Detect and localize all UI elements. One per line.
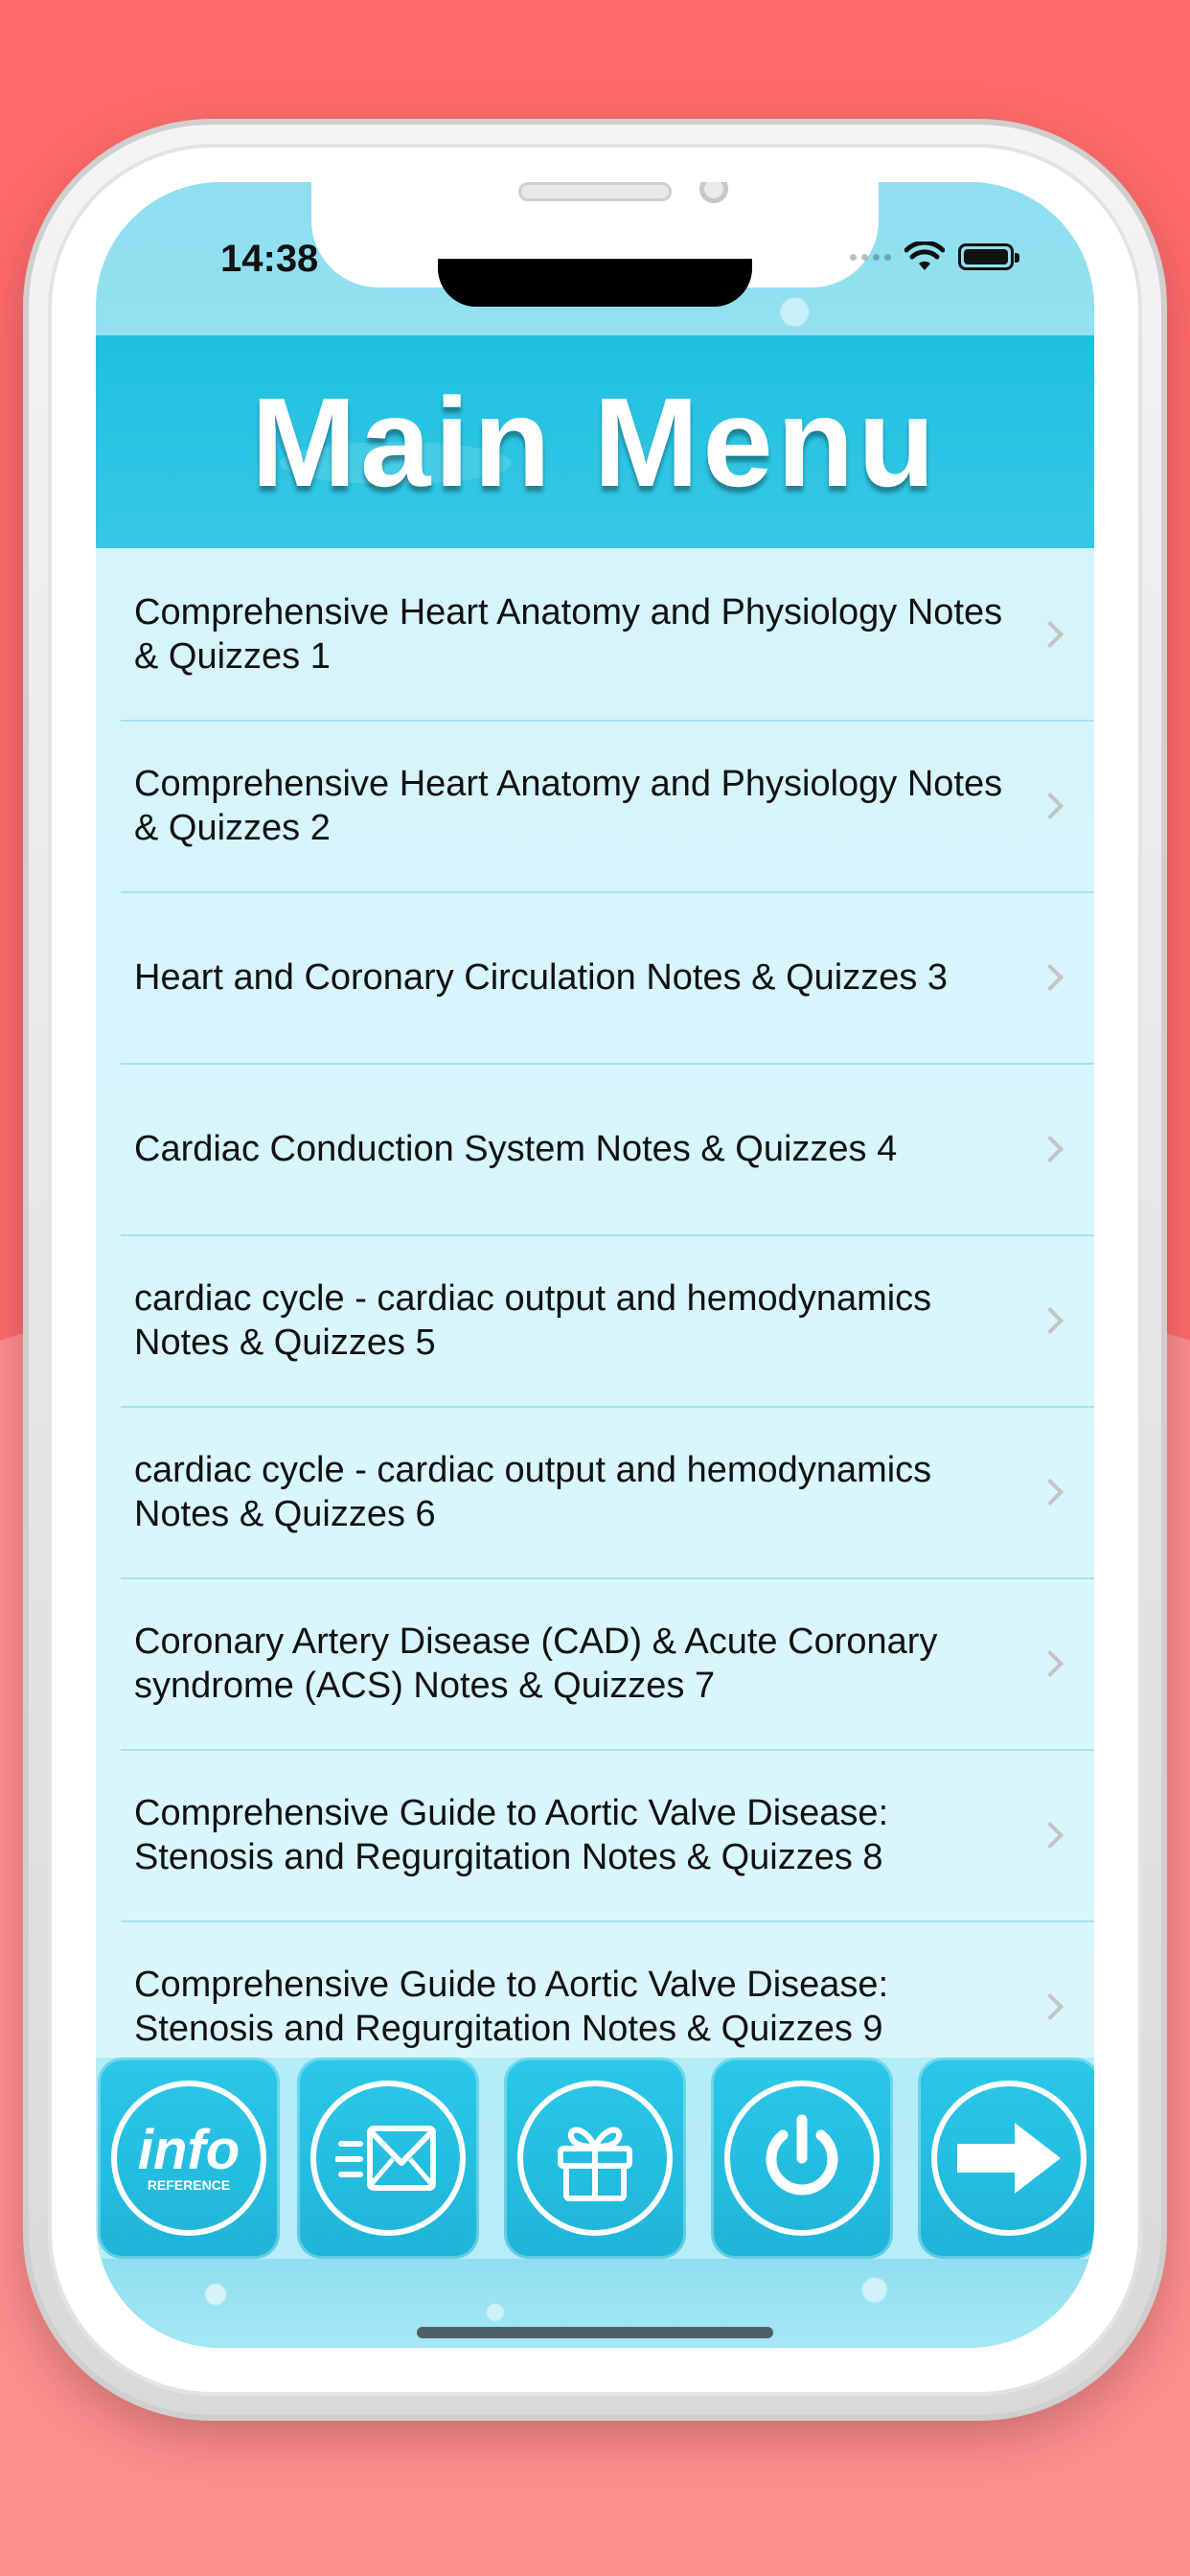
menu-list[interactable]: [96, 548, 1094, 2058]
cellular-signal-icon: [850, 254, 891, 261]
info-reference-icon: info REFERENCE: [111, 2081, 266, 2236]
menu-item-label: cardiac cycle - cardiac output and hemodynamics Notes & Quizzes 6: [134, 1449, 932, 1534]
app-screen: [96, 182, 1094, 2348]
status-icons: [850, 242, 1014, 272]
chevron-right-icon: [1037, 1306, 1064, 1333]
header-banner: [96, 335, 1094, 548]
wifi-icon: [904, 242, 945, 272]
next-button[interactable]: [918, 2058, 1094, 2259]
menu-item-label: Comprehensive Guide to Aortic Valve Disease: Stenosis and Regurgitation Notes & Quizzes 9: [134, 1964, 889, 2049]
menu-item-label: Comprehensive Heart Anatomy and Physiology Notes & Quizzes 1: [134, 591, 1003, 677]
menu-item-label: cardiac cycle - cardiac output and hemodynamics Notes & Quizzes 5: [134, 1277, 932, 1363]
menu-item-label: Heart and Coronary Circulation Notes & Quizzes 3: [134, 956, 949, 998]
menu-item-2[interactable]: [121, 720, 1094, 893]
chevron-right-icon: [1037, 1992, 1064, 2019]
chevron-right-icon: [1037, 1135, 1064, 1162]
battery-icon: [958, 243, 1014, 270]
menu-item-label: Comprehensive Guide to Aortic Valve Disease: Stenosis and Regurgitation Notes & Quizzes 8: [134, 1792, 889, 1877]
mail-icon: [310, 2081, 466, 2236]
gift-icon: [517, 2081, 673, 2236]
chevron-right-icon: [1037, 1821, 1064, 1848]
dynamic-island: [438, 259, 752, 307]
chevron-right-icon: [1037, 1478, 1064, 1505]
menu-item-4[interactable]: [121, 1063, 1094, 1236]
menu-item-label: Coronary Artery Disease (CAD) & Acute Coronary syndrome (ACS) Notes & Quizzes 7: [134, 1621, 938, 1706]
menu-item-8[interactable]: [121, 1749, 1094, 1922]
menu-item-label: Comprehensive Heart Anatomy and Physiology Notes & Quizzes 2: [134, 763, 1003, 848]
arrow-right-icon: [931, 2081, 1087, 2236]
chevron-right-icon: [1037, 1649, 1064, 1676]
speaker-grille: [518, 182, 672, 201]
mail-button[interactable]: [297, 2058, 479, 2259]
page-title: Main Menu: [251, 371, 939, 513]
front-camera: [699, 182, 728, 203]
home-indicator[interactable]: [417, 2327, 773, 2338]
chevron-right-icon: [1037, 963, 1064, 990]
info-reference-button[interactable]: [98, 2058, 280, 2259]
menu-item-5[interactable]: [121, 1234, 1094, 1408]
gift-button[interactable]: [504, 2058, 686, 2259]
chevron-right-icon: [1037, 792, 1064, 818]
power-button[interactable]: [711, 2058, 893, 2259]
menu-item-1[interactable]: [121, 548, 1094, 722]
menu-item-9[interactable]: [121, 1920, 1094, 2058]
chevron-right-icon: [1037, 620, 1064, 647]
bottom-toolbar: [96, 2058, 1094, 2259]
menu-item-7[interactable]: [121, 1577, 1094, 1751]
menu-item-6[interactable]: [121, 1406, 1094, 1579]
power-icon: [724, 2081, 880, 2236]
menu-item-3[interactable]: [121, 891, 1094, 1065]
menu-item-label: Cardiac Conduction System Notes & Quizzes 4: [134, 1128, 898, 1169]
status-time: 14:38: [220, 238, 319, 280]
